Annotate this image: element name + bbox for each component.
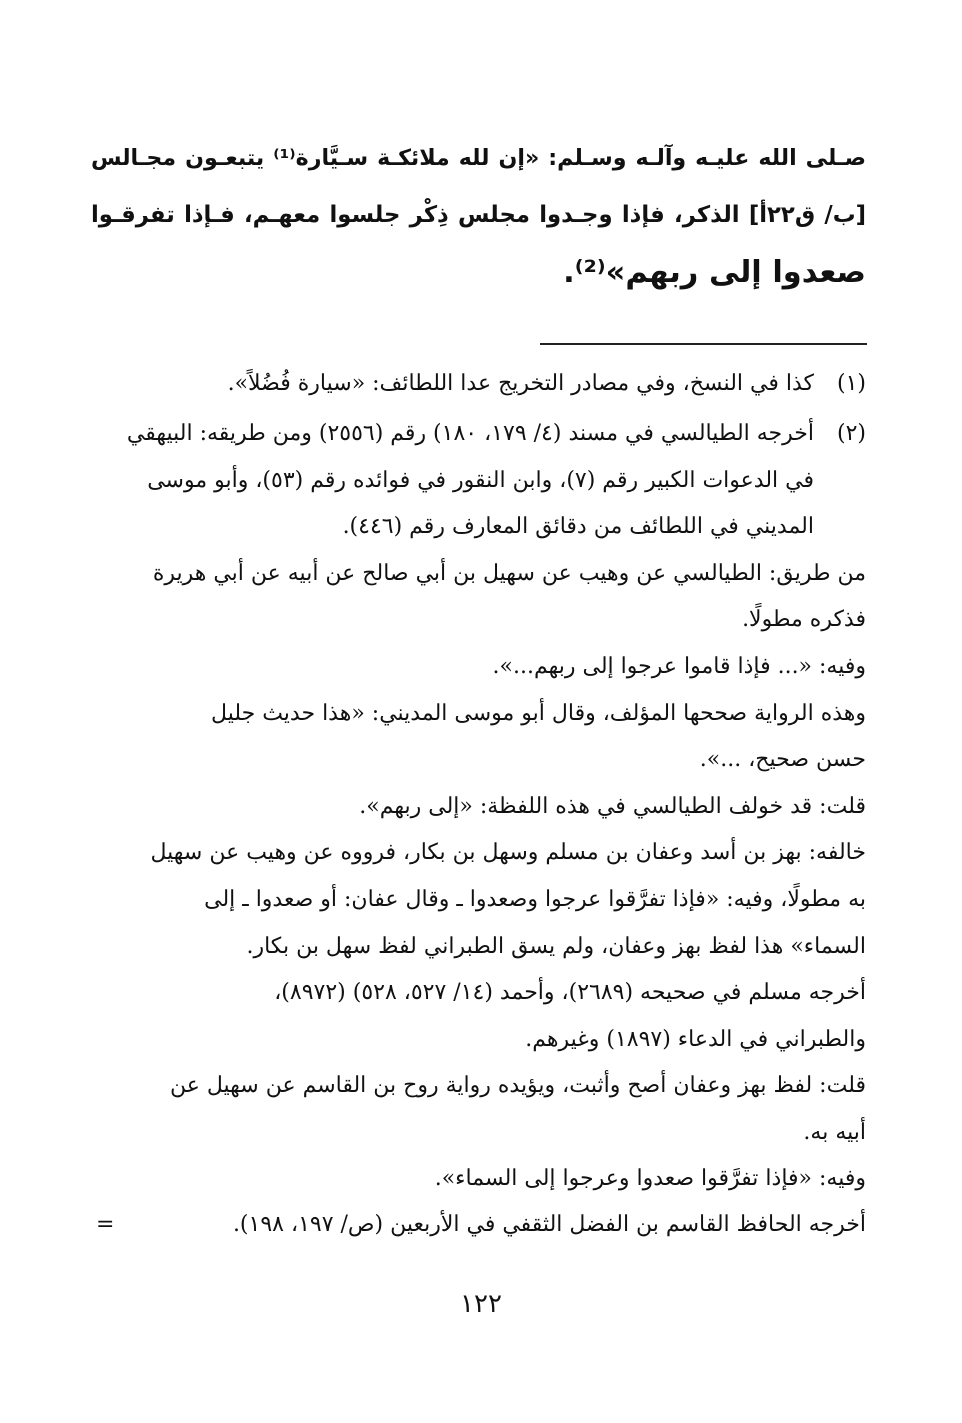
footnote-line: به مطولًا، وفيه: «فإذا تفرَّقوا عرجوا وصعدوا ـ وقال عفان: أو صعدوا ـ إلى (204, 887, 866, 912)
footnote-line: كذا في النسخ، وفي مصادر التخريج عدا اللطائف: «سيارة فُضُلاً». (227, 371, 814, 396)
footnote-line: في الدعوات الكبير رقم (٧)، وابن النقور في فوائده رقم (٥٣)، وأبو موسى (147, 468, 814, 493)
main-text-line: [ب/ ق٢٢أ] الذكر، فإذا وجـدوا مجلس ذِكْر جلسوا معهـم، فـإذا تفرقـوا (91, 202, 866, 228)
footnote-line: قلت: لفظ بهز وعفان أصح وأثبت، ويؤيده رواية روح بن القاسم عن سهيل عن (169, 1073, 866, 1098)
footnote-line: خالفه: بهز بن أسد وعفان بن مسلم وسهل بن بكار، فرووه عن وهيب عن سهيل (150, 840, 866, 865)
footnote-line: وهذه الرواية صححها المؤلف، وقال أبو موسى المديني: «هذا حديث جليل (211, 701, 866, 726)
footnote-line: السماء» هذا لفظ بهز وعفان، ولم يسق الطبراني لفظ سهل بن بكار. (246, 934, 866, 959)
main-text-line: صـلى الله عليـه وآلـه وسـلم: «إن لله ملائكـة سـيَّارة⁽¹⁾ يتبعـون مجـالس (91, 145, 866, 171)
page-number: ١٢٢ (460, 1289, 502, 1319)
footnote-number: (٢) (836, 421, 866, 446)
footnote-line: والطبراني في الدعاء (١٨٩٧) وغيرهم. (525, 1027, 866, 1052)
footnote-line: أخرجه الحافظ القاسم بن الفضل الثقفي في الأربعين (ص/ ١٩٧، ١٩٨). (232, 1212, 866, 1237)
footnote-line: فذكره مطولًا. (742, 607, 866, 632)
main-text-line: صعدوا إلى ربهم»⁽²⁾. (563, 255, 866, 290)
footnote-line: أخرجه الطيالسي في مسند (٤/ ١٧٩، ١٨٠) رقم (٢٥٥٦) ومن طريقه: البيهقي (126, 421, 814, 446)
footnote-line: وفيه: «... فإذا قاموا عرجوا إلى ربهم...». (492, 654, 866, 679)
footnote-line: وفيه: «فإذا تفرَّقوا صعدوا وعرجوا إلى السماء». (434, 1166, 866, 1191)
footnote-line: حسن صحيح، ...». (699, 747, 866, 772)
footnote-line: المديني في اللطائف من دقائق المعارف رقم (٤٤٦). (342, 514, 814, 539)
footnote-line: أخرجه مسلم في صحيحه (٢٦٨٩)، وأحمد (١٤/ ٥٢٧، ٥٢٨) (٨٩٧٢)، (274, 980, 866, 1005)
footnote-line: من طريق: الطيالسي عن وهيب عن سهيل بن أبي صالح عن أبيه عن أبي هريرة (152, 561, 866, 586)
footnote-number: (١) (836, 371, 866, 396)
continuation-mark: = (96, 1212, 115, 1237)
footnote-line: أبيه به. (803, 1120, 866, 1145)
footnote-separator (540, 343, 867, 345)
footnote-line: قلت: قد خولف الطيالسي في هذه اللفظة: «إلى ربهم». (359, 794, 866, 819)
